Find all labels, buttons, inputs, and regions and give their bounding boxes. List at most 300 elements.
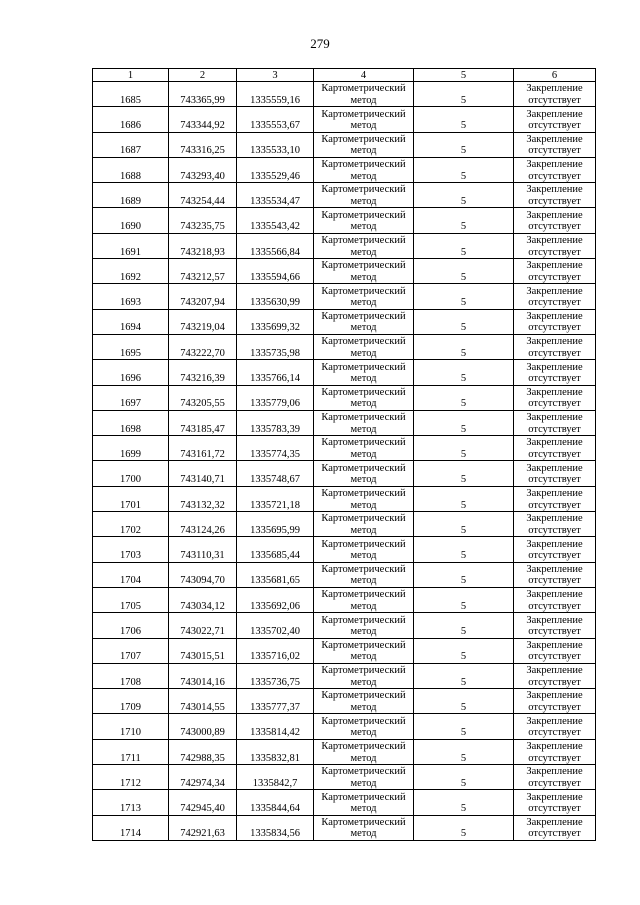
coordinate-x: 743219,04 xyxy=(169,309,237,334)
method-line-2: метод xyxy=(350,550,377,562)
fixation-line-1: Закрепление xyxy=(526,310,583,322)
fixation-line-1: Закрепление xyxy=(526,285,583,297)
fixation-line-1: Закрепление xyxy=(526,437,583,449)
coordinate-x: 743110,31 xyxy=(169,537,237,562)
point-number: 1694 xyxy=(93,309,169,334)
table-row xyxy=(93,815,596,840)
method-line-2: метод xyxy=(350,297,377,309)
determination-method xyxy=(314,360,414,385)
method-line-1: Картометрический xyxy=(321,589,406,601)
method-line-1: Картометрический xyxy=(321,488,406,500)
fixation-description xyxy=(514,512,596,537)
coordinate-y: 1335681,65 xyxy=(237,562,314,587)
determination-method xyxy=(314,259,414,284)
coordinate-y: 1335736,75 xyxy=(237,663,314,688)
accuracy-value: 5 xyxy=(414,334,514,359)
coordinate-x: 742921,63 xyxy=(169,815,237,840)
fixation-description xyxy=(514,815,596,840)
coordinate-y: 1335702,40 xyxy=(237,613,314,638)
table-row xyxy=(93,183,596,208)
method-line-1: Картометрический xyxy=(321,310,406,322)
coordinate-x: 743235,75 xyxy=(169,208,237,233)
point-number: 1706 xyxy=(93,613,169,638)
table-row xyxy=(93,512,596,537)
table-row xyxy=(93,334,596,359)
accuracy-value: 5 xyxy=(414,765,514,790)
accuracy-value: 5 xyxy=(414,107,514,132)
coordinate-y: 1335695,99 xyxy=(237,512,314,537)
method-line-1: Картометрический xyxy=(321,285,406,297)
method-line-2: метод xyxy=(350,701,377,713)
fixation-description xyxy=(514,259,596,284)
fixation-line-2: отсутствует xyxy=(528,828,581,840)
fixation-line-2: отсутствует xyxy=(528,322,581,334)
accuracy-value: 5 xyxy=(414,613,514,638)
fixation-line-1: Закрепление xyxy=(526,386,583,398)
accuracy-value: 5 xyxy=(414,638,514,663)
coordinate-y: 1335766,14 xyxy=(237,360,314,385)
fixation-line-2: отсутствует xyxy=(528,524,581,536)
method-line-1: Картометрический xyxy=(321,715,406,727)
coordinate-x: 742974,34 xyxy=(169,765,237,790)
determination-method xyxy=(314,739,414,764)
table-row xyxy=(93,107,596,132)
fixation-description xyxy=(514,537,596,562)
method-line-2: метод xyxy=(350,145,377,157)
method-line-1: Картометрический xyxy=(321,791,406,803)
coordinate-y: 1335533,10 xyxy=(237,132,314,157)
point-number: 1685 xyxy=(93,82,169,107)
coordinate-y: 1335630,99 xyxy=(237,284,314,309)
method-line-2: метод xyxy=(350,803,377,815)
fixation-line-1: Закрепление xyxy=(526,690,583,702)
accuracy-value: 5 xyxy=(414,233,514,258)
table-row xyxy=(93,790,596,815)
coordinate-y: 1335783,39 xyxy=(237,410,314,435)
accuracy-value: 5 xyxy=(414,486,514,511)
method-line-1: Картометрический xyxy=(321,412,406,424)
fixation-description xyxy=(514,233,596,258)
accuracy-value: 5 xyxy=(414,739,514,764)
fixation-description xyxy=(514,360,596,385)
determination-method xyxy=(314,714,414,739)
coordinate-x: 743140,71 xyxy=(169,461,237,486)
coordinate-y: 1335543,42 xyxy=(237,208,314,233)
header-col-2: 2 xyxy=(169,69,237,82)
coordinate-y: 1335777,37 xyxy=(237,689,314,714)
fixation-line-1: Закрепление xyxy=(526,665,583,677)
fixation-description xyxy=(514,410,596,435)
coordinate-y: 1335692,06 xyxy=(237,587,314,612)
determination-method xyxy=(314,638,414,663)
coordinate-x: 743216,39 xyxy=(169,360,237,385)
header-col-5: 5 xyxy=(414,69,514,82)
point-number: 1692 xyxy=(93,259,169,284)
table-row xyxy=(93,259,596,284)
method-line-2: метод xyxy=(350,676,377,688)
fixation-description xyxy=(514,183,596,208)
fixation-line-1: Закрепление xyxy=(526,741,583,753)
accuracy-value: 5 xyxy=(414,537,514,562)
determination-method xyxy=(314,410,414,435)
fixation-line-1: Закрепление xyxy=(526,336,583,348)
fixation-description xyxy=(514,385,596,410)
point-number: 1688 xyxy=(93,157,169,182)
table-row xyxy=(93,360,596,385)
table-row xyxy=(93,587,596,612)
determination-method xyxy=(314,512,414,537)
accuracy-value: 5 xyxy=(414,512,514,537)
method-line-2: метод xyxy=(350,448,377,460)
coordinate-y: 1335832,81 xyxy=(237,739,314,764)
point-number: 1686 xyxy=(93,107,169,132)
determination-method xyxy=(314,562,414,587)
fixation-description xyxy=(514,461,596,486)
determination-method xyxy=(314,587,414,612)
method-line-2: метод xyxy=(350,94,377,106)
point-number: 1695 xyxy=(93,334,169,359)
fixation-description xyxy=(514,82,596,107)
fixation-line-2: отсутствует xyxy=(528,373,581,385)
coordinate-y: 1335594,66 xyxy=(237,259,314,284)
coordinate-x: 742988,35 xyxy=(169,739,237,764)
coordinate-x: 742945,40 xyxy=(169,790,237,815)
method-line-1: Картометрический xyxy=(321,741,406,753)
fixation-line-2: отсутствует xyxy=(528,575,581,587)
fixation-line-2: отсутствует xyxy=(528,145,581,157)
coordinate-x: 743094,70 xyxy=(169,562,237,587)
fixation-line-1: Закрепление xyxy=(526,159,583,171)
method-line-2: метод xyxy=(350,600,377,612)
fixation-line-1: Закрепление xyxy=(526,791,583,803)
determination-method xyxy=(314,689,414,714)
method-line-1: Картометрический xyxy=(321,639,406,651)
fixation-line-2: отсутствует xyxy=(528,398,581,410)
coordinate-y: 1335529,46 xyxy=(237,157,314,182)
method-line-2: метод xyxy=(350,423,377,435)
method-line-1: Картометрический xyxy=(321,361,406,373)
determination-method xyxy=(314,309,414,334)
coordinate-y: 1335534,47 xyxy=(237,183,314,208)
fixation-line-1: Закрепление xyxy=(526,412,583,424)
method-line-2: метод xyxy=(350,195,377,207)
table-row xyxy=(93,309,596,334)
method-line-1: Картометрический xyxy=(321,614,406,626)
fixation-line-2: отсутствует xyxy=(528,423,581,435)
accuracy-value: 5 xyxy=(414,815,514,840)
coordinate-x: 743254,44 xyxy=(169,183,237,208)
fixation-line-1: Закрепление xyxy=(526,639,583,651)
determination-method xyxy=(314,790,414,815)
table-row xyxy=(93,562,596,587)
header-col-4: 4 xyxy=(314,69,414,82)
table-row xyxy=(93,765,596,790)
table-row xyxy=(93,385,596,410)
fixation-line-2: отсутствует xyxy=(528,727,581,739)
fixation-line-1: Закрепление xyxy=(526,235,583,247)
fixation-description xyxy=(514,334,596,359)
accuracy-value: 5 xyxy=(414,157,514,182)
method-line-2: метод xyxy=(350,777,377,789)
accuracy-value: 5 xyxy=(414,410,514,435)
fixation-line-2: отсутствует xyxy=(528,752,581,764)
method-line-1: Картометрический xyxy=(321,336,406,348)
method-line-1: Картометрический xyxy=(321,563,406,575)
method-line-1: Картометрический xyxy=(321,209,406,221)
fixation-line-2: отсутствует xyxy=(528,271,581,283)
fixation-description xyxy=(514,587,596,612)
fixation-line-1: Закрепление xyxy=(526,108,583,120)
fixation-line-1: Закрепление xyxy=(526,361,583,373)
table-row xyxy=(93,157,596,182)
method-line-2: метод xyxy=(350,271,377,283)
method-line-1: Картометрический xyxy=(321,386,406,398)
coordinate-x: 743132,32 xyxy=(169,486,237,511)
method-line-2: метод xyxy=(350,398,377,410)
determination-method xyxy=(314,613,414,638)
accuracy-value: 5 xyxy=(414,436,514,461)
point-number: 1703 xyxy=(93,537,169,562)
method-line-2: метод xyxy=(350,651,377,663)
method-line-1: Картометрический xyxy=(321,133,406,145)
coordinate-y: 1335814,42 xyxy=(237,714,314,739)
accuracy-value: 5 xyxy=(414,82,514,107)
fixation-line-2: отсутствует xyxy=(528,347,581,359)
accuracy-value: 5 xyxy=(414,663,514,688)
point-number: 1693 xyxy=(93,284,169,309)
fixation-description xyxy=(514,613,596,638)
point-number: 1696 xyxy=(93,360,169,385)
accuracy-value: 5 xyxy=(414,562,514,587)
table-row xyxy=(93,663,596,688)
method-line-2: метод xyxy=(350,221,377,233)
fixation-line-1: Закрепление xyxy=(526,816,583,828)
determination-method xyxy=(314,107,414,132)
method-line-1: Картометрический xyxy=(321,235,406,247)
header-col-3: 3 xyxy=(237,69,314,82)
fixation-line-1: Закрепление xyxy=(526,133,583,145)
fixation-line-1: Закрепление xyxy=(526,538,583,550)
point-number: 1711 xyxy=(93,739,169,764)
table-row xyxy=(93,461,596,486)
coordinate-x: 743218,93 xyxy=(169,233,237,258)
coordinate-x: 743124,26 xyxy=(169,512,237,537)
method-line-2: метод xyxy=(350,727,377,739)
fixation-line-2: отсутствует xyxy=(528,474,581,486)
method-line-2: метод xyxy=(350,170,377,182)
determination-method xyxy=(314,208,414,233)
method-line-2: метод xyxy=(350,575,377,587)
header-col-1: 1 xyxy=(93,69,169,82)
fixation-line-2: отсутствует xyxy=(528,676,581,688)
header-col-6: 6 xyxy=(514,69,596,82)
determination-method xyxy=(314,765,414,790)
fixation-description xyxy=(514,562,596,587)
fixation-line-2: отсутствует xyxy=(528,297,581,309)
point-number: 1689 xyxy=(93,183,169,208)
fixation-description xyxy=(514,157,596,182)
table-row xyxy=(93,284,596,309)
fixation-line-2: отсутствует xyxy=(528,651,581,663)
accuracy-value: 5 xyxy=(414,689,514,714)
table-row xyxy=(93,689,596,714)
method-line-2: метод xyxy=(350,347,377,359)
fixation-line-1: Закрепление xyxy=(526,83,583,95)
accuracy-value: 5 xyxy=(414,385,514,410)
fixation-line-2: отсутствует xyxy=(528,600,581,612)
coordinate-y: 1335559,16 xyxy=(237,82,314,107)
method-line-1: Картометрический xyxy=(321,83,406,95)
table-row xyxy=(93,613,596,638)
fixation-line-1: Закрепление xyxy=(526,209,583,221)
method-line-1: Картометрический xyxy=(321,260,406,272)
determination-method xyxy=(314,815,414,840)
coordinate-x: 743344,92 xyxy=(169,107,237,132)
table-row xyxy=(93,82,596,107)
determination-method xyxy=(314,233,414,258)
fixation-description xyxy=(514,689,596,714)
point-number: 1708 xyxy=(93,663,169,688)
point-number: 1704 xyxy=(93,562,169,587)
point-number: 1713 xyxy=(93,790,169,815)
coordinate-x: 743022,71 xyxy=(169,613,237,638)
coordinate-x: 743207,94 xyxy=(169,284,237,309)
determination-method xyxy=(314,334,414,359)
fixation-line-2: отсутствует xyxy=(528,499,581,511)
table-row xyxy=(93,739,596,764)
fixation-line-2: отсутствует xyxy=(528,246,581,258)
table-row xyxy=(93,714,596,739)
fixation-line-2: отсутствует xyxy=(528,170,581,182)
point-number: 1691 xyxy=(93,233,169,258)
coordinate-y: 1335844,64 xyxy=(237,790,314,815)
coordinate-y: 1335721,18 xyxy=(237,486,314,511)
point-number: 1714 xyxy=(93,815,169,840)
method-line-1: Картометрический xyxy=(321,159,406,171)
coordinate-x: 743222,70 xyxy=(169,334,237,359)
point-number: 1697 xyxy=(93,385,169,410)
method-line-2: метод xyxy=(350,626,377,638)
method-line-1: Картометрический xyxy=(321,816,406,828)
coordinate-x: 743000,89 xyxy=(169,714,237,739)
coordinate-y: 1335699,32 xyxy=(237,309,314,334)
fixation-description xyxy=(514,739,596,764)
fixation-description xyxy=(514,309,596,334)
method-line-1: Картометрический xyxy=(321,462,406,474)
accuracy-value: 5 xyxy=(414,132,514,157)
fixation-line-2: отсутствует xyxy=(528,777,581,789)
fixation-line-2: отсутствует xyxy=(528,626,581,638)
method-line-1: Картометрический xyxy=(321,665,406,677)
table-row xyxy=(93,208,596,233)
coordinate-x: 743185,47 xyxy=(169,410,237,435)
method-line-2: метод xyxy=(350,246,377,258)
point-number: 1699 xyxy=(93,436,169,461)
method-line-1: Картометрический xyxy=(321,437,406,449)
method-line-2: метод xyxy=(350,120,377,132)
method-line-1: Картометрический xyxy=(321,108,406,120)
accuracy-value: 5 xyxy=(414,360,514,385)
method-line-2: метод xyxy=(350,322,377,334)
fixation-description xyxy=(514,107,596,132)
fixation-description xyxy=(514,790,596,815)
fixation-description xyxy=(514,132,596,157)
determination-method xyxy=(314,436,414,461)
determination-method xyxy=(314,385,414,410)
point-number: 1712 xyxy=(93,765,169,790)
determination-method xyxy=(314,157,414,182)
fixation-line-1: Закрепление xyxy=(526,589,583,601)
table-row xyxy=(93,410,596,435)
fixation-line-2: отсутствует xyxy=(528,701,581,713)
fixation-description xyxy=(514,638,596,663)
table-row xyxy=(93,233,596,258)
fixation-line-2: отсутствует xyxy=(528,195,581,207)
point-number: 1701 xyxy=(93,486,169,511)
fixation-line-2: отсутствует xyxy=(528,221,581,233)
determination-method xyxy=(314,486,414,511)
accuracy-value: 5 xyxy=(414,208,514,233)
coordinate-x: 743161,72 xyxy=(169,436,237,461)
table-body xyxy=(93,82,596,841)
table-header-row xyxy=(93,69,596,82)
determination-method xyxy=(314,82,414,107)
coordinate-y: 1335716,02 xyxy=(237,638,314,663)
determination-method xyxy=(314,183,414,208)
coordinate-y: 1335779,06 xyxy=(237,385,314,410)
point-number: 1705 xyxy=(93,587,169,612)
fixation-line-1: Закрепление xyxy=(526,488,583,500)
determination-method xyxy=(314,461,414,486)
fixation-line-1: Закрепление xyxy=(526,260,583,272)
method-line-1: Картометрический xyxy=(321,513,406,525)
accuracy-value: 5 xyxy=(414,183,514,208)
fixation-description xyxy=(514,714,596,739)
accuracy-value: 5 xyxy=(414,284,514,309)
coordinate-x: 743365,99 xyxy=(169,82,237,107)
determination-method xyxy=(314,284,414,309)
coordinate-y: 1335566,84 xyxy=(237,233,314,258)
table-row xyxy=(93,132,596,157)
fixation-line-2: отсутствует xyxy=(528,120,581,132)
coordinate-y: 1335685,44 xyxy=(237,537,314,562)
coordinate-x: 743014,16 xyxy=(169,663,237,688)
fixation-line-1: Закрепление xyxy=(526,766,583,778)
fixation-line-2: отсутствует xyxy=(528,448,581,460)
fixation-line-1: Закрепление xyxy=(526,462,583,474)
coordinates-table xyxy=(92,68,596,841)
method-line-1: Картометрический xyxy=(321,538,406,550)
method-line-1: Картометрический xyxy=(321,766,406,778)
accuracy-value: 5 xyxy=(414,714,514,739)
fixation-line-2: отсутствует xyxy=(528,94,581,106)
table-row xyxy=(93,537,596,562)
fixation-description xyxy=(514,436,596,461)
coordinate-y: 1335748,67 xyxy=(237,461,314,486)
coordinate-x: 743316,25 xyxy=(169,132,237,157)
determination-method xyxy=(314,537,414,562)
accuracy-value: 5 xyxy=(414,790,514,815)
coordinate-y: 1335842,7 xyxy=(237,765,314,790)
table-row xyxy=(93,436,596,461)
coordinate-x: 743034,12 xyxy=(169,587,237,612)
fixation-description xyxy=(514,284,596,309)
point-number: 1698 xyxy=(93,410,169,435)
accuracy-value: 5 xyxy=(414,587,514,612)
accuracy-value: 5 xyxy=(414,259,514,284)
coordinate-x: 743212,57 xyxy=(169,259,237,284)
coordinate-y: 1335735,98 xyxy=(237,334,314,359)
